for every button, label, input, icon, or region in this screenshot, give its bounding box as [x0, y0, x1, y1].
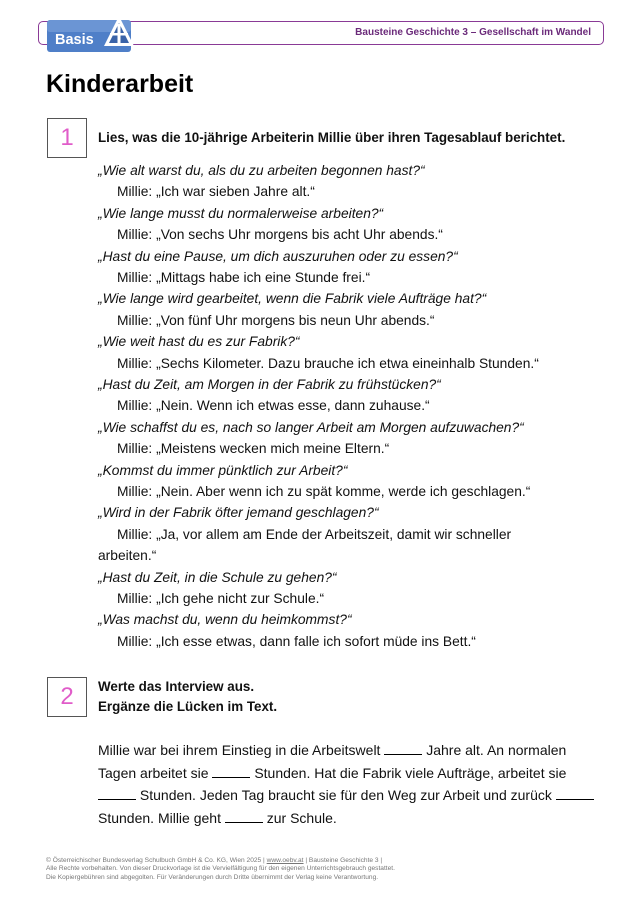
blank-5[interactable] — [225, 812, 263, 823]
interview-question: „Was machst du, wenn du heimkommst?“ — [98, 612, 352, 628]
basis-logo — [47, 14, 139, 54]
interview-answer: Millie: „Von sechs Uhr morgens bis acht Uhr abends.“ — [117, 227, 443, 243]
task-number-2: 2 — [47, 677, 87, 717]
page-title: Kinderarbeit — [46, 70, 194, 98]
interview-question: „Hast du Zeit, in die Schule zu gehen?“ — [98, 569, 337, 585]
task1-instruction: Lies, was die 10-jährige Arbeiterin Millie über ihren Tagesablauf berichtet. — [98, 130, 566, 145]
logo-text: Basis — [55, 32, 94, 48]
interview-answer: Millie: „Nein. Aber wenn ich zu spät komme, werde ich geschlagen.“ — [117, 484, 531, 499]
interview-question: „Wie alt warst du, als du zu arbeiten begonnen hast?“ — [98, 163, 425, 178]
interview-answer: Millie: „Ich gehe nicht zur Schule.“ — [117, 591, 325, 606]
cloze-text — [98, 739, 598, 829]
interview-answer: Millie: „Meistens wecken mich meine Eltern.“ — [117, 441, 390, 457]
footer-copyright: © Österreichischer Bundesverlag Schulbuch GmbH & Co. KG, Wien 2025 | — [46, 857, 265, 864]
cloze-part-2: Jahre alt. An normalen Tagen arbeitet sie — [98, 742, 567, 781]
header-title: Bausteine Geschichte 3 – Gesellschaft im Wandel — [355, 27, 591, 38]
cloze-part-4: Stunden. Jeden Tag braucht sie für den Weg zur Arbeit und zurück — [139, 787, 552, 803]
interview-answer: Millie: „Von fünf Uhr morgens bis neun Uhr abends.“ — [117, 312, 435, 328]
cloze-part-3: Stunden. Hat die Fabrik viele Aufträge, arbeitet sie — [254, 764, 567, 781]
blank-3[interactable] — [98, 789, 136, 800]
task2-instruction-line1: Werte das Interview aus. — [98, 679, 255, 694]
footer-link[interactable]: www.oebv.at — [266, 857, 304, 864]
interview-question: „Hast du eine Pause, um dich auszuruhen oder zu essen?“ — [98, 248, 458, 264]
interview-question: „Wie weit hast du es zur Fabrik?“ — [98, 334, 300, 350]
blank-4[interactable] — [556, 789, 594, 800]
interview-answer: arbeiten.“ — [98, 548, 157, 564]
interview-question: „Wie schaffst du es, nach so langer Arbeit am Morgen aufzuwachen?“ — [98, 419, 524, 435]
footer-line-1 — [46, 857, 395, 865]
interview-question: „Kommst du immer pünktlich zur Arbeit?“ — [98, 462, 348, 478]
cloze-part-6: zur Schule. — [266, 809, 337, 826]
cloze-part-5: Stunden. Millie geht — [98, 809, 221, 826]
footer-line-3: Die Kopiergebühren sind abgegolten. Für Veränderungen durch Dritte übernimmt der Verlag keine Verantwortung. — [46, 873, 379, 881]
interview-answer: Millie: „Ich war sieben Jahre alt.“ — [117, 184, 315, 200]
footer-line-2: Alle Rechte vorbehalten. Von dieser Druckvorlage ist die Vervielfältigung für den eigenen Unterrichtsgebrauch gestattet. — [46, 865, 395, 873]
task-number-1: 1 — [47, 118, 87, 158]
interview-answer: Millie: „Ja, vor allem am Ende der Arbeitszeit, damit wir schneller — [117, 526, 512, 542]
blank-1[interactable] — [384, 744, 422, 755]
task2-instruction — [98, 677, 277, 717]
interview-question: „Wird in der Fabrik öfter jemand geschlagen?“ — [98, 505, 379, 521]
footer-series: | Bausteine Geschichte 3 | — [305, 857, 383, 864]
interview-question: „Wie lange wird gearbeitet, wenn die Fabrik viele Aufträge hat?“ — [98, 291, 487, 307]
interview-answer: Millie: „Nein. Wenn ich etwas esse, dann zuhause.“ — [117, 398, 430, 414]
interview-answer: Millie: „Ich esse etwas, dann falle ich sofort müde ins Bett.“ — [117, 633, 476, 649]
interview-question: „Wie lange musst du normalerweise arbeiten?“ — [98, 205, 384, 221]
interview-question: „Hast du Zeit, am Morgen in der Fabrik zu frühstücken?“ — [98, 377, 441, 392]
task2-instruction-line2: Ergänze die Lücken im Text. — [98, 699, 278, 714]
footer — [46, 857, 395, 882]
cloze-part-1: Millie war bei ihrem Einstieg in die Arbeitswelt — [98, 742, 381, 758]
blank-2[interactable] — [212, 767, 250, 778]
interview-answer: Millie: „Sechs Kilometer. Dazu brauche ich etwa eineinhalb Stunden.“ — [117, 355, 539, 371]
interview-answer: Millie: „Mittags habe ich eine Stunde frei.“ — [117, 270, 371, 285]
